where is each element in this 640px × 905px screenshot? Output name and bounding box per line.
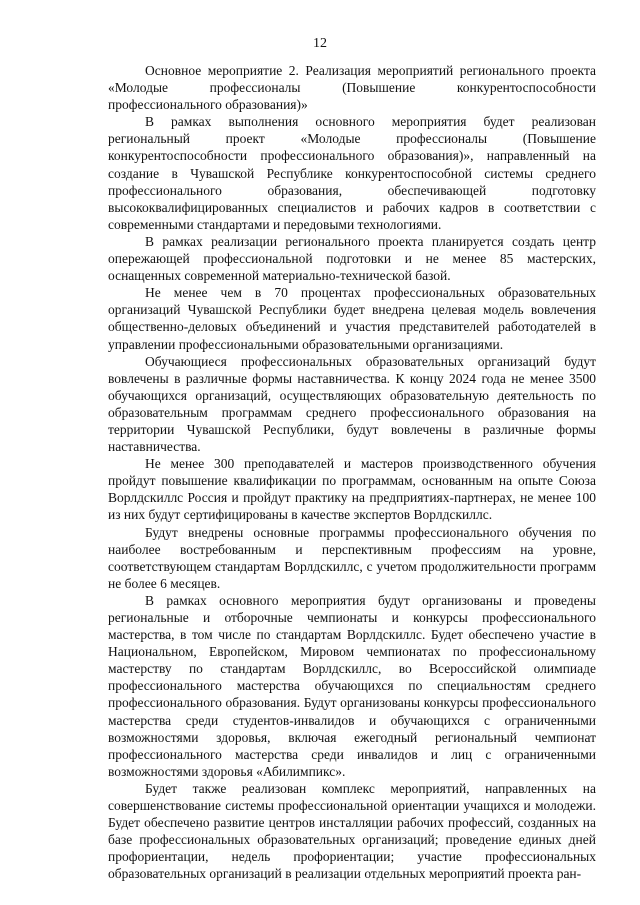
paragraph-career-guidance: Будет также реализован комплекс мероприятий, направленных на совершенствование системы профессиональной ориентации учащихся и молодежи. Будет обеспечено развитие центров инсталляции рабочих профессий, созданных на базе профессиональных образовательных организаций; проведение единых дней профориентации, недель профориентации; участие профессиональных образовательных организаций в реализации отдельных мероприятий проекта ран- [108,780,596,882]
paragraph-training-center: В рамках реализации регионального проекта планируется создать центр опережающей профессиональной подготовки и не менее 85 мастерских, оснащенных современной материально-технической базой. [108,233,596,284]
page-number: 12 [313,36,327,51]
paragraph-championships: В рамках основного мероприятия будут организованы и проведены региональные и отборочные чемпионаты и конкурсы профессионального мастерства, в том числе по стандартам Ворлдскиллс. Будет обеспечено участие в Национальном, Европейском, Мировом чемпионатах по профессиональному мастерству по стандартам Ворлдскиллс, во Всероссийской олимпиаде профессионального мастерства обучающихся по специальностям среднего профессионального образования. Будут организованы конкурсы профессионального мастерства среди студентов-инвалидов и обучающихся с ограниченными возможностями здоровья, включая ежегодный региональный чемпионат профессионального мастерства среди инвалидов и лиц с ограниченными возможностями здоровья «Абилимпикс». [108,592,596,779]
paragraph-main-event-title: Основное мероприятие 2. Реализация мероприятий регионального проекта «Молодые профессионалы (Повышение конкурентоспособности профессионального образования)» [108,63,596,113]
paragraph-mentoring: Обучающиеся профессиональных образовательных организаций будут вовлечены в различные формы наставничества. К концу 2024 года не менее 3500 обучающихся организаций, осуществляющих образовательную деятельность по образовательным программам среднего профессионального образования на территории Чувашской Республики, будут вовлечены в различные формы наставничества. [108,353,596,455]
paragraph-teacher-training: Не менее 300 преподавателей и мастеров производственного обучения пройдут повышение квалификации по программам, основанным на опыте Союза Ворлдскиллс Россия и пройдут практику на предприятиях-партнерах, не менее 100 из них будут сертифицированы в качестве экспертов Ворлдскиллс. [108,456,596,523]
document-body [108,62,596,883]
paragraph-training-programs: Будут внедрены основные программы профессионального обучения по наиболее востребованным и перспективным профессиям на уровне, соответствующем стандартам Ворлдскиллс, с учетом продолжительности программ не более 6 месяцев. [108,524,596,591]
paragraph-regional-project: В рамках выполнения основного мероприятия будет реализован региональный проект «Молодые профессионалы (Повышение конкурентоспособности профессионального образования)», направленный на создание в Чувашской Республике конкурентоспособной системы среднего профессионального образования, обеспечивающей подготовку высококвалифицированных специалистов и рабочих кадров в соответствии с современными стандартами и передовыми технологиями. [108,114,596,232]
paragraph-target-model: Не менее чем в 70 процентах профессиональных образовательных организаций Чувашской Республики будет внедрена целевая модель вовлечения общественно-деловых объединений и участия представителей работодателей в управлении профессиональными образовательными организациями. [108,285,596,352]
